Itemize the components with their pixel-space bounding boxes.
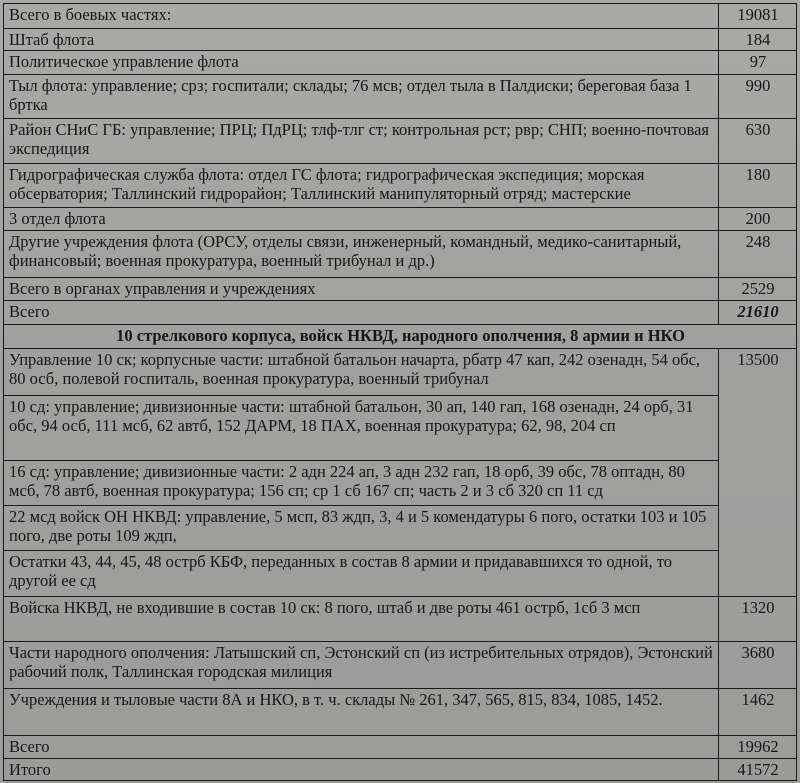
row-label: Штаб флота xyxy=(4,29,719,51)
row-label: Другие учреждения флота (ОРСУ, отделы связи, инженерный, командный, медико-санитарный, финансовый; военная прокуратура, военный трибунал и др.) xyxy=(4,231,719,277)
row-label: Всего xyxy=(4,301,719,325)
personnel-table xyxy=(3,3,797,781)
table-row xyxy=(4,163,797,207)
row-label: Всего xyxy=(4,736,719,758)
row-label: 10 сд: управление; дивизионные части: штабной батальон, 30 ап, 140 гап, 168 озенадн, 24 орб, 31 обс, 94 осб, 111 мсб, 62 автб, 152 ДАРМ, 18 ПАХ, военная прокуратура; 62, 98, 204 сп xyxy=(4,395,719,460)
table-row xyxy=(4,688,797,735)
row-label: 3 отдел флота xyxy=(4,208,719,231)
row-value: 1320 xyxy=(719,596,797,641)
row-value: 2529 xyxy=(719,277,797,300)
table-row xyxy=(4,758,797,780)
row-value: 630 xyxy=(719,119,797,163)
row-label: Остатки 43, 44, 45, 48 острб КБФ, переданных в состав 8 армии и придававшихся то одной, то другой ее сд xyxy=(4,550,719,596)
table-row xyxy=(4,74,797,118)
row-value: 41572 xyxy=(719,758,797,780)
row-value: 248 xyxy=(719,231,797,277)
row-value: 3680 xyxy=(719,642,797,688)
table-row xyxy=(4,395,797,460)
row-value: 13500 xyxy=(719,349,797,597)
row-value: 1462 xyxy=(719,688,797,735)
row-value: 184 xyxy=(719,29,797,51)
row-label: Политическое управление флота xyxy=(4,51,719,74)
row-label: Части народного ополчения: Латышский сп, Эстонский сп (из истребительных отрядов), Эстонский рабочий полк, Таллинская городская милиция xyxy=(4,642,719,688)
row-label: Войска НКВД, не входившие в состав 10 ск: 8 пого, штаб и две роты 461 острб, 1сб 3 мсп xyxy=(4,596,719,641)
table-row xyxy=(4,51,797,74)
row-value: 990 xyxy=(719,74,797,118)
section-header: 10 стрелкового корпуса, войск НКВД, народного ополчения, 8 армии и НКО xyxy=(4,325,797,349)
table-row xyxy=(4,506,797,550)
row-label: Управление 10 ск; корпусные части: штабной батальон начарта, рбатр 47 кап, 242 озенадн, 54 обс, 80 осб, полевой госпиталь, военная прокуратура, военный трибунал xyxy=(4,349,719,395)
row-label: Всего в боевых частях: xyxy=(4,4,719,29)
table-row xyxy=(4,596,797,641)
row-value: 21610 xyxy=(719,301,797,325)
row-value: 97 xyxy=(719,51,797,74)
table-row xyxy=(4,119,797,163)
table-row xyxy=(4,277,797,300)
row-label: Район СНиС ГБ: управление; ПРЦ; ПдРЦ; тлф-тлг ст; контрольная рст; рвр; СНП; военно-почтовая экспедиция xyxy=(4,119,719,163)
row-label: 16 сд: управление; дивизионные части: 2 адн 224 ап, 3 адн 232 гап, 18 орб, 39 обс, 78 оптадн, 80 мсб, 78 автб, военная прокуратура; 156 сп; ср 1 сб 167 сп; часть 2 и 3 сб 320 сп 11 сд xyxy=(4,460,719,505)
table-row xyxy=(4,231,797,277)
row-value: 19081 xyxy=(719,4,797,29)
row-value: 180 xyxy=(719,163,797,207)
table-row xyxy=(4,349,797,395)
row-label: Всего в органах управления и учреждениях xyxy=(4,277,719,300)
table-row xyxy=(4,642,797,688)
table-row xyxy=(4,208,797,231)
row-label: Гидрографическая служба флота: отдел ГС флота; гидрографическая экспедиция; морская обсерватория; Таллинский гидрорайон; Таллинский манипуляторный отряд; мастерские xyxy=(4,163,719,207)
table-row xyxy=(4,29,797,51)
table-row xyxy=(4,460,797,505)
table-row xyxy=(4,550,797,596)
row-label: Итого xyxy=(4,758,719,780)
row-label: 22 мсд войск ОН НКВД: управление, 5 мсп, 83 ждп, 3, 4 и 5 комендатуры 6 пого, остатки 103 и 105 пого, две роты 109 ждп, xyxy=(4,506,719,550)
row-label: Тыл флота: управление; срз; госпитали; склады; 76 мсв; отдел тыла в Палдиски; береговая база 1 бртка xyxy=(4,74,719,118)
row-label: Учреждения и тыловые части 8А и НКО, в т. ч. склады № 261, 347, 565, 815, 834, 1085, 1452. xyxy=(4,688,719,735)
table-row xyxy=(4,4,797,29)
table-row xyxy=(4,736,797,758)
row-value: 19962 xyxy=(719,736,797,758)
row-value: 200 xyxy=(719,208,797,231)
section-header-row xyxy=(4,325,797,349)
table-row xyxy=(4,301,797,325)
